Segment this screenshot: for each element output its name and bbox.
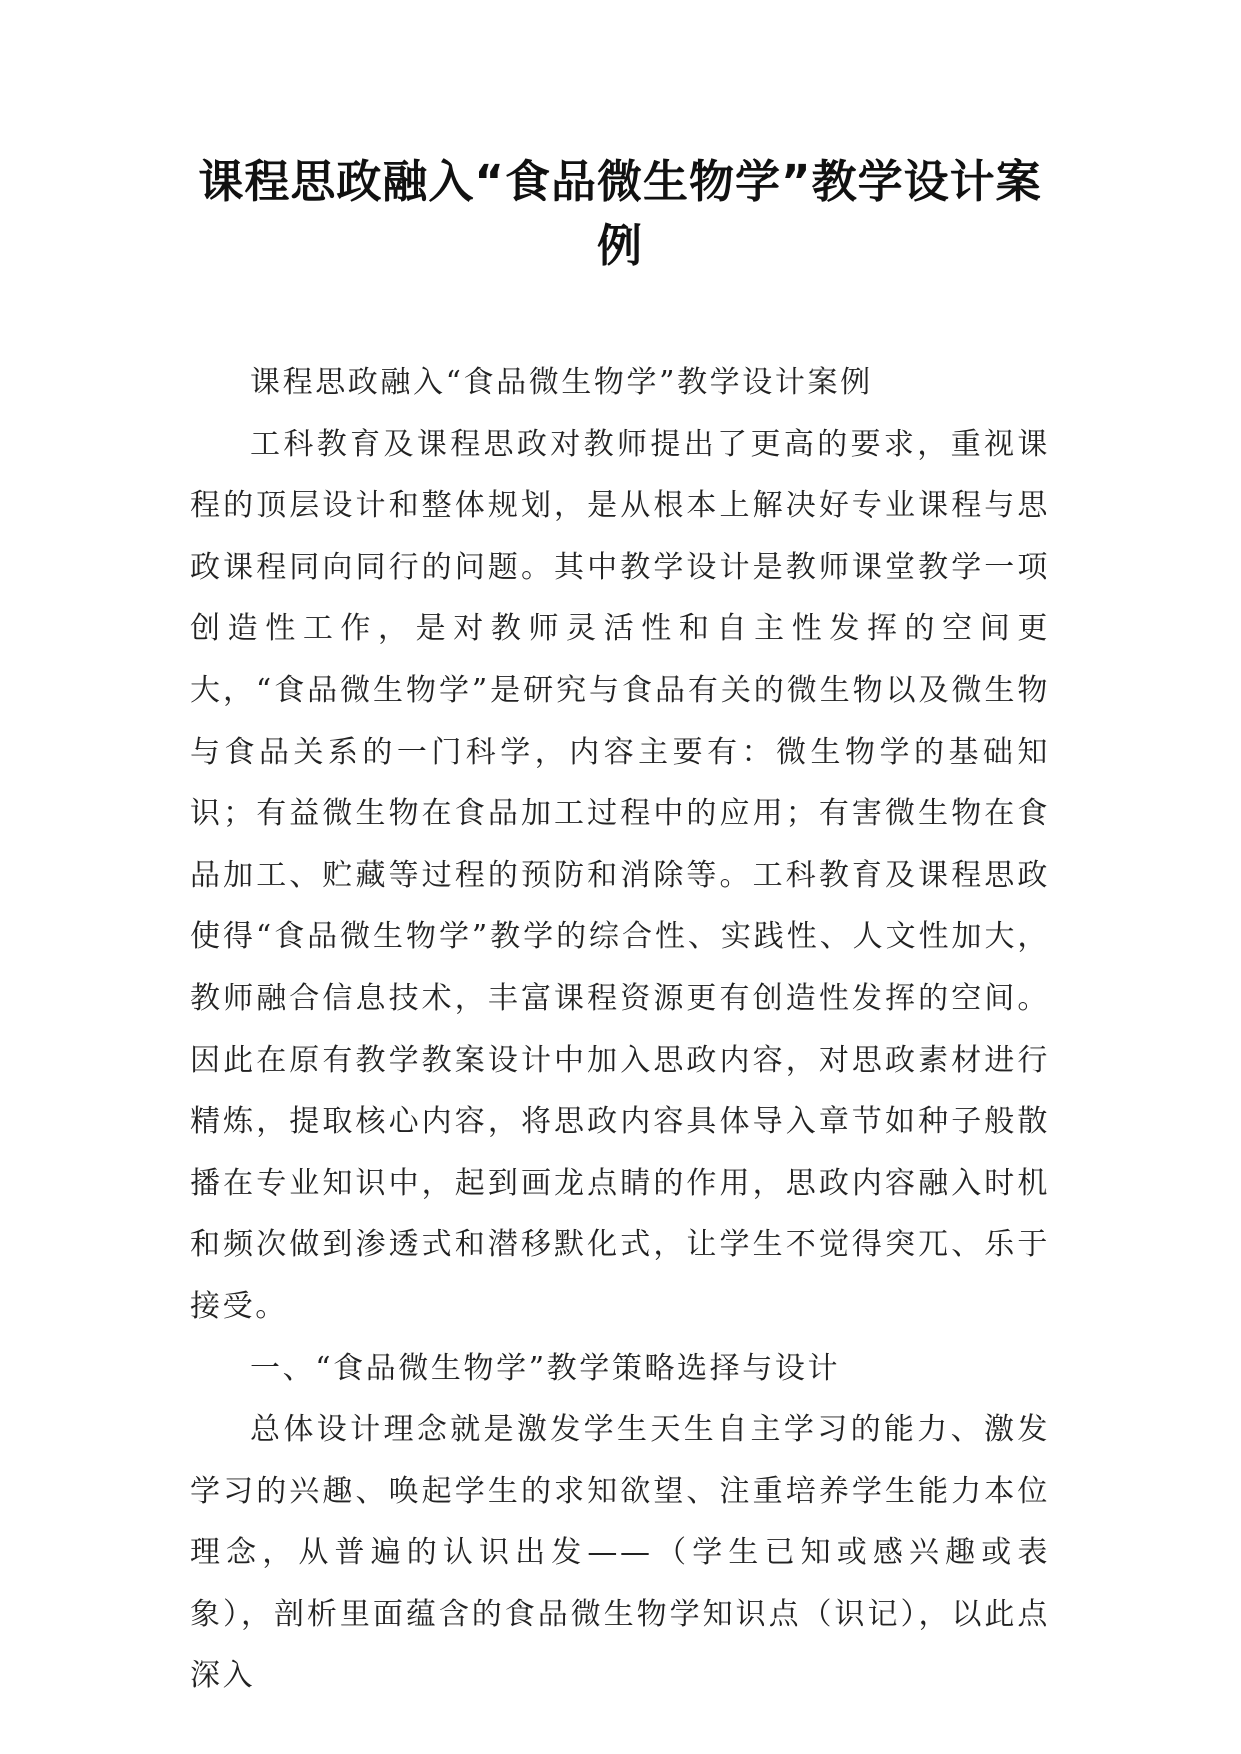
section-heading: 一、“食品微生物学”教学策略选择与设计 [250, 1350, 841, 1386]
document-text [190, 352, 1050, 1707]
paragraph-subtitle: 课程思政融入“食品微生物学”教学设计案例 [250, 365, 873, 400]
paragraph-design-concept: 总体设计理念就是激发学生天生自主学习的能力、激发学习的兴趣、唤起学生的求知欲望、注重培养学生能力本位理念，从普遍的认识出发——（学生已知或感兴趣或表象），剖析里面蕴含的食品微生物学知识点（识记），以此点深入 [190, 1412, 1050, 1694]
paragraph-intro: 工科教育及课程思政对教师提出了更高的要求，重视课程的顶层设计和整体规划，是从根本上解决好专业课程与思政课程同向同行的问题。其中教学设计是教师课堂教学一项创造性工作，是对教师灵活性和自主性发挥的空间更大，“食品微生物学”是研究与食品有关的微生物以及微生物与食品关系的一门科学，内容主要有：微生物学的基础知识；有益微生物在食品加工过程中的应用；有害微生物在食品加工、贮藏等过程的预防和消除等。工科教育及课程思政使得“食品微生物学”教学的综合性、实践性、人文性加大，教师融合信息技术，丰富课程资源更有创造性发挥的空间。因此在原有教学教案设计中加入思政内容，对思政素材进行精炼，提取核心内容，将思政内容具体导入章节如种子般散播在专业知识中，起到画龙点睛的作用，思政内容融入时机和频次做到渗透式和潜移默化式，让学生不觉得突兀、乐于接受。 [190, 426, 1050, 1324]
document-title: 课程思政融入“食品微生物学”教学设计案例 [198, 155, 1042, 272]
